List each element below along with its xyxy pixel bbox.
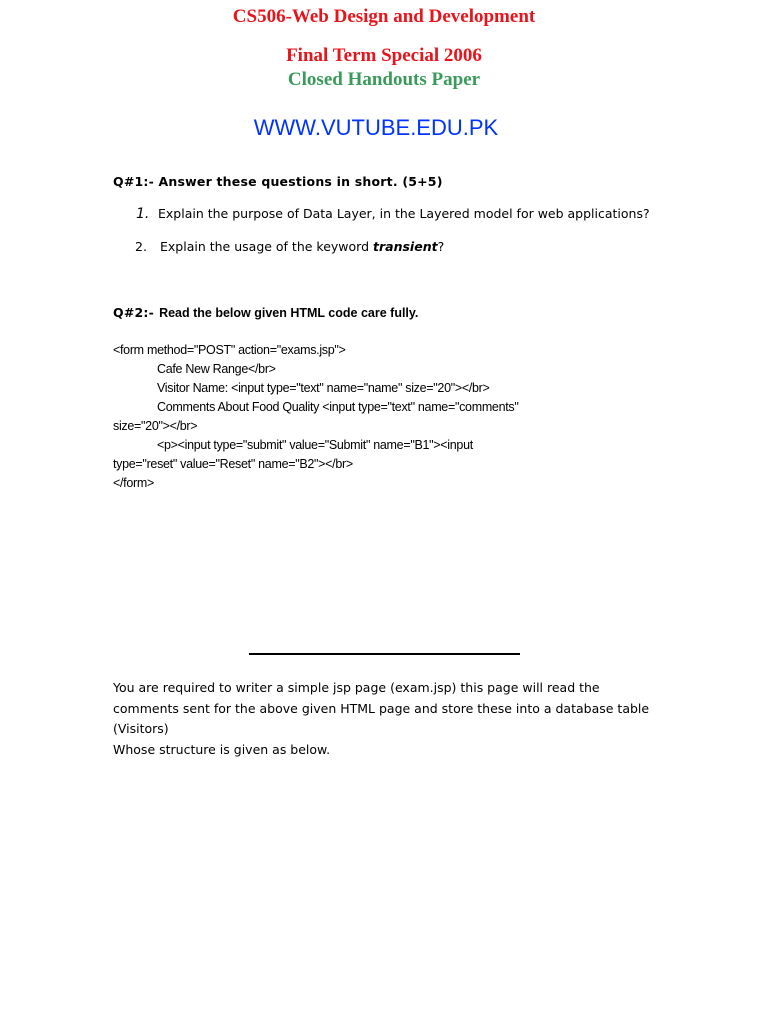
website-url: WWW.VUTUBE.EDU.PK <box>253 115 499 140</box>
code-line: Visitor Name: <input type="text" name="name" size="20"></br> <box>157 381 490 395</box>
q1-item-2-keyword: transient <box>373 239 438 254</box>
code-line: size="20"></br> <box>113 419 198 433</box>
course-title: CS506-Web Design and Development <box>232 6 536 27</box>
q1-item-2-suffix: ? <box>437 239 445 254</box>
description-line: You are required to writer a simple jsp page (exam.jsp) this page will read the <box>113 680 600 695</box>
q1-item-1-text: Explain the purpose of Data Layer, in the Layered model for web applications? <box>158 206 650 221</box>
q1-item-2-number: 2. <box>135 239 147 254</box>
code-line: Comments About Food Quality <input type="text" name="comments" <box>157 400 519 414</box>
q1-item-2-text: Explain the usage of the keyword <box>160 239 374 254</box>
horizontal-divider <box>249 653 520 655</box>
html-code-block <box>113 341 519 493</box>
paper-type: Closed Handouts Paper <box>287 69 481 90</box>
code-line: </form> <box>113 476 154 490</box>
q2-text: Read the below given HTML code care fully. <box>159 306 419 320</box>
description-line: Whose structure is given as below. <box>113 741 331 757</box>
code-line: <form method="POST" action="exams.jsp"> <box>113 343 346 357</box>
exam-title: Final Term Special 2006 <box>286 45 482 66</box>
code-line: <p><input type="submit" value="Submit" name="B1"><input <box>157 438 473 452</box>
description-line: comments sent for the above given HTML page and store these into a database table <box>113 700 650 716</box>
q1-heading: Q#1:- Answer these questions in short. (5+5) <box>113 174 443 189</box>
code-line: Cafe New Range</br> <box>157 362 276 376</box>
q2-label: Q#2:- <box>113 305 154 320</box>
task-description <box>113 678 649 760</box>
q2-heading <box>113 302 418 321</box>
description-line: (Visitors) <box>113 721 169 736</box>
code-line: type="reset" value="Reset" name="B2"></br> <box>113 457 353 471</box>
q1-item-1 <box>136 206 650 222</box>
q1-item-2 <box>135 239 444 254</box>
q1-item-1-number: 1. <box>136 206 150 222</box>
